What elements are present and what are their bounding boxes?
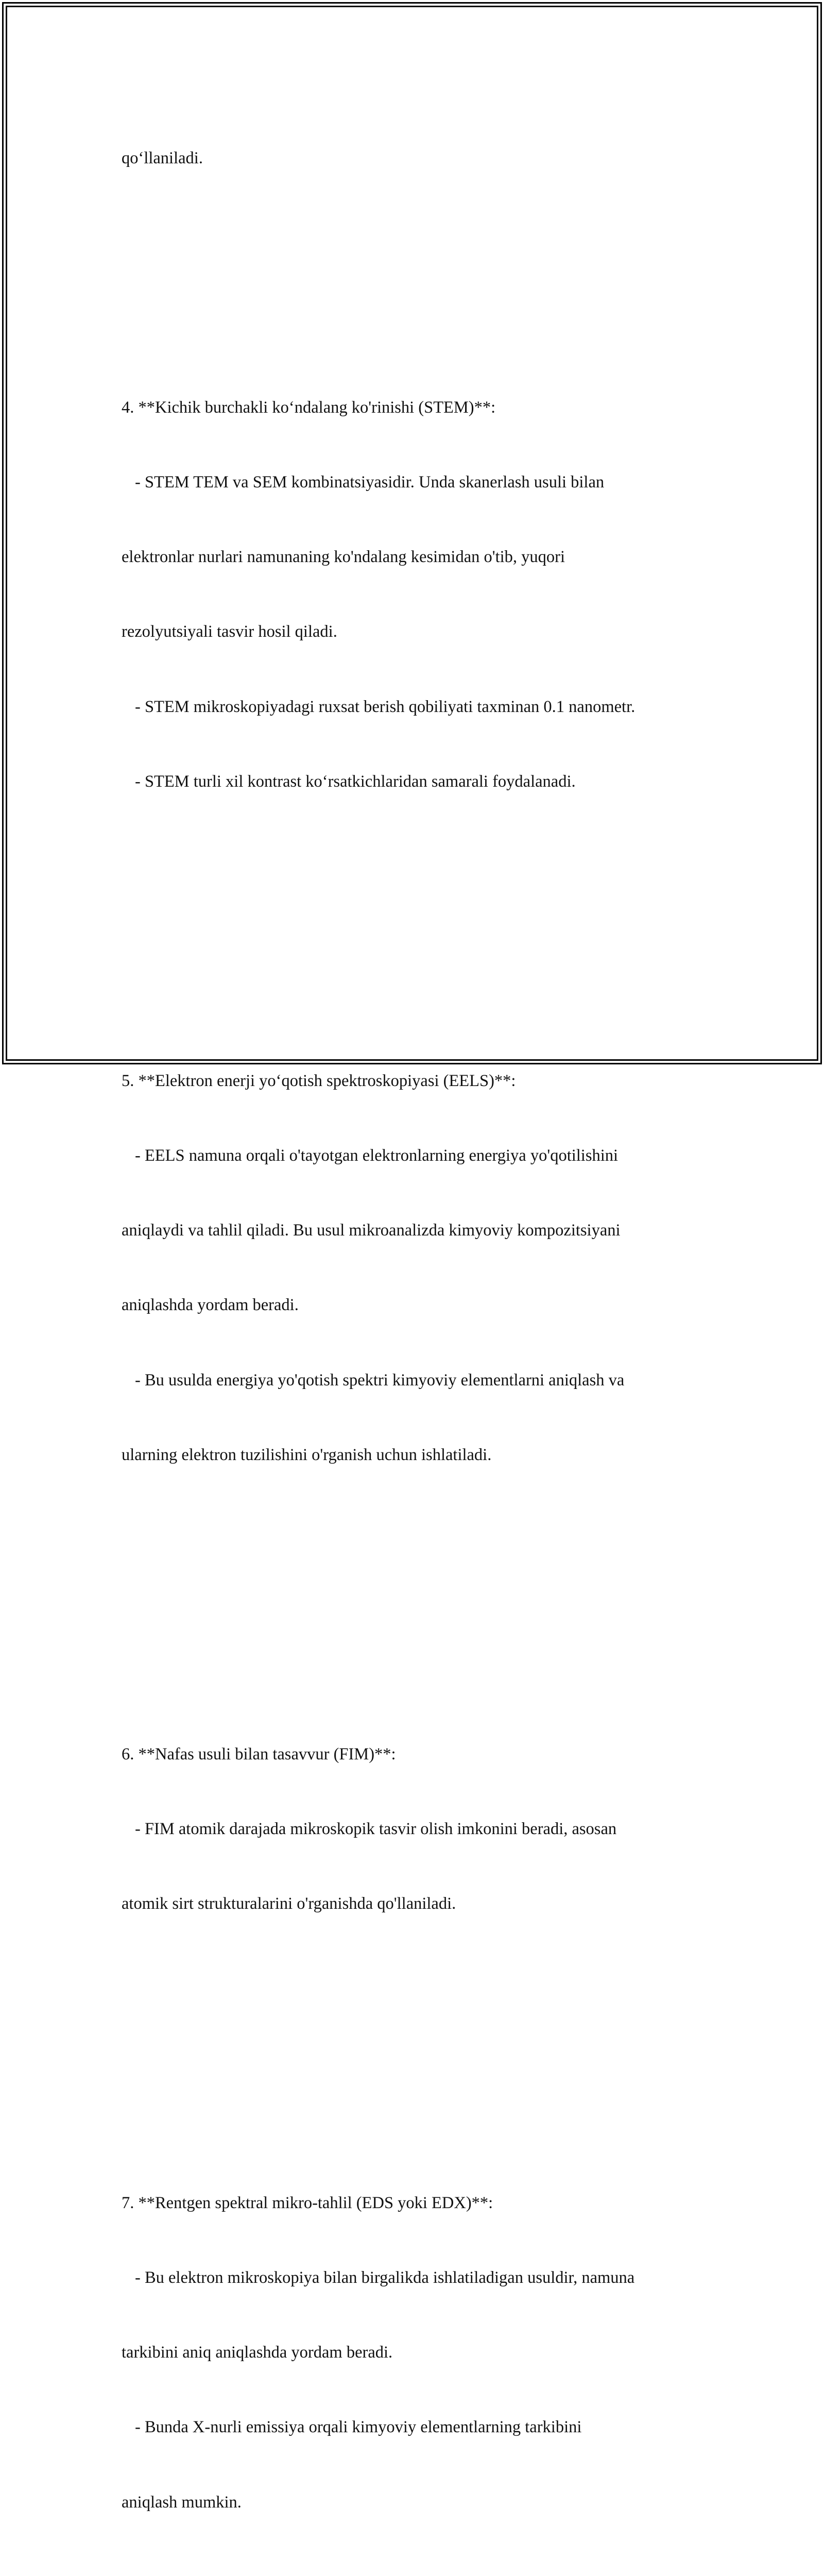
section-line: - STEM turli xil kontrast ko‘rsatkichlaridan samarali foydalanadi. bbox=[135, 772, 576, 791]
section-line: elektronlar nurlari namunaning ko'ndalang kesimidan o'tib, yuqori bbox=[122, 548, 565, 567]
lead-line: qo‘llaniladi. bbox=[122, 148, 203, 167]
section-line: - STEM mikroskopiyadagi ruxsat berish qobiliyati taxminan 0.1 nanometr. bbox=[135, 697, 636, 716]
section-heading: 4. **Kichik burchakli ko‘ndalang ko'rinishi (STEM)**: bbox=[122, 398, 496, 417]
section-line: - Bu elektron mikroskopiya bilan birgalikda ishlatiladigan usuldir, namuna bbox=[135, 2268, 635, 2287]
section-line: atomik sirt strukturalarini o'rganishda qo'llaniladi. bbox=[122, 1894, 456, 1913]
section-heading: 5. **Elektron enerji yo‘qotish spektroskopiyasi (EELS)**: bbox=[122, 1071, 516, 1090]
section-line: - STEM TEM va SEM kombinatsiyasidir. Unda skanerlash usuli bilan bbox=[135, 473, 605, 492]
section-line: rezolyutsiyali tasvir hosil qiladi. bbox=[122, 622, 337, 641]
section-line: aniqlaydi va tahlil qiladi. Bu usul mikroanalizda kimyoviy kompozitsiyani bbox=[122, 1221, 621, 1240]
paragraph-gap bbox=[122, 2016, 714, 2041]
section-eels bbox=[122, 1019, 714, 1517]
document-body bbox=[122, 96, 714, 2576]
section-line: - Bunda X-nurli emissiya orqali kimyoviy elementlarning tarkibini bbox=[135, 2418, 582, 2437]
section-line: ularning elektron tuzilishini o'rganish uchun ishlatiladi. bbox=[122, 1445, 492, 1464]
section-heading: 6. **Nafas usuli bilan tasavvur (FIM)**: bbox=[122, 1744, 396, 1764]
section-line: - FIM atomik darajada mikroskopik tasvir olish imkonini beradi, asosan bbox=[135, 1819, 617, 1838]
section-stem bbox=[122, 345, 714, 844]
section-fim bbox=[122, 1692, 714, 1966]
paragraph-gap bbox=[122, 1567, 714, 1592]
paragraph-gap bbox=[122, 221, 714, 245]
section-line: - EELS namuna orqali o'tayotgan elektronlarning energiya yo'qotilishini bbox=[135, 1146, 619, 1165]
section-heading: 7. **Rentgen spektral mikro-tahlil (EDS yoki EDX)**: bbox=[122, 2193, 493, 2212]
section-line: tarkibini aniq aniqlashda yordam beradi. bbox=[122, 2343, 393, 2362]
section-eds bbox=[122, 2141, 714, 2565]
section-line: aniqlashda yordam beradi. bbox=[122, 1296, 299, 1315]
paragraph-gap bbox=[122, 894, 714, 919]
section-line: - Bu usulda energiya yo'qotish spektri kimyoviy elementlarni aniqlash va bbox=[135, 1370, 625, 1389]
section-line: aniqlash mumkin. bbox=[122, 2493, 242, 2512]
